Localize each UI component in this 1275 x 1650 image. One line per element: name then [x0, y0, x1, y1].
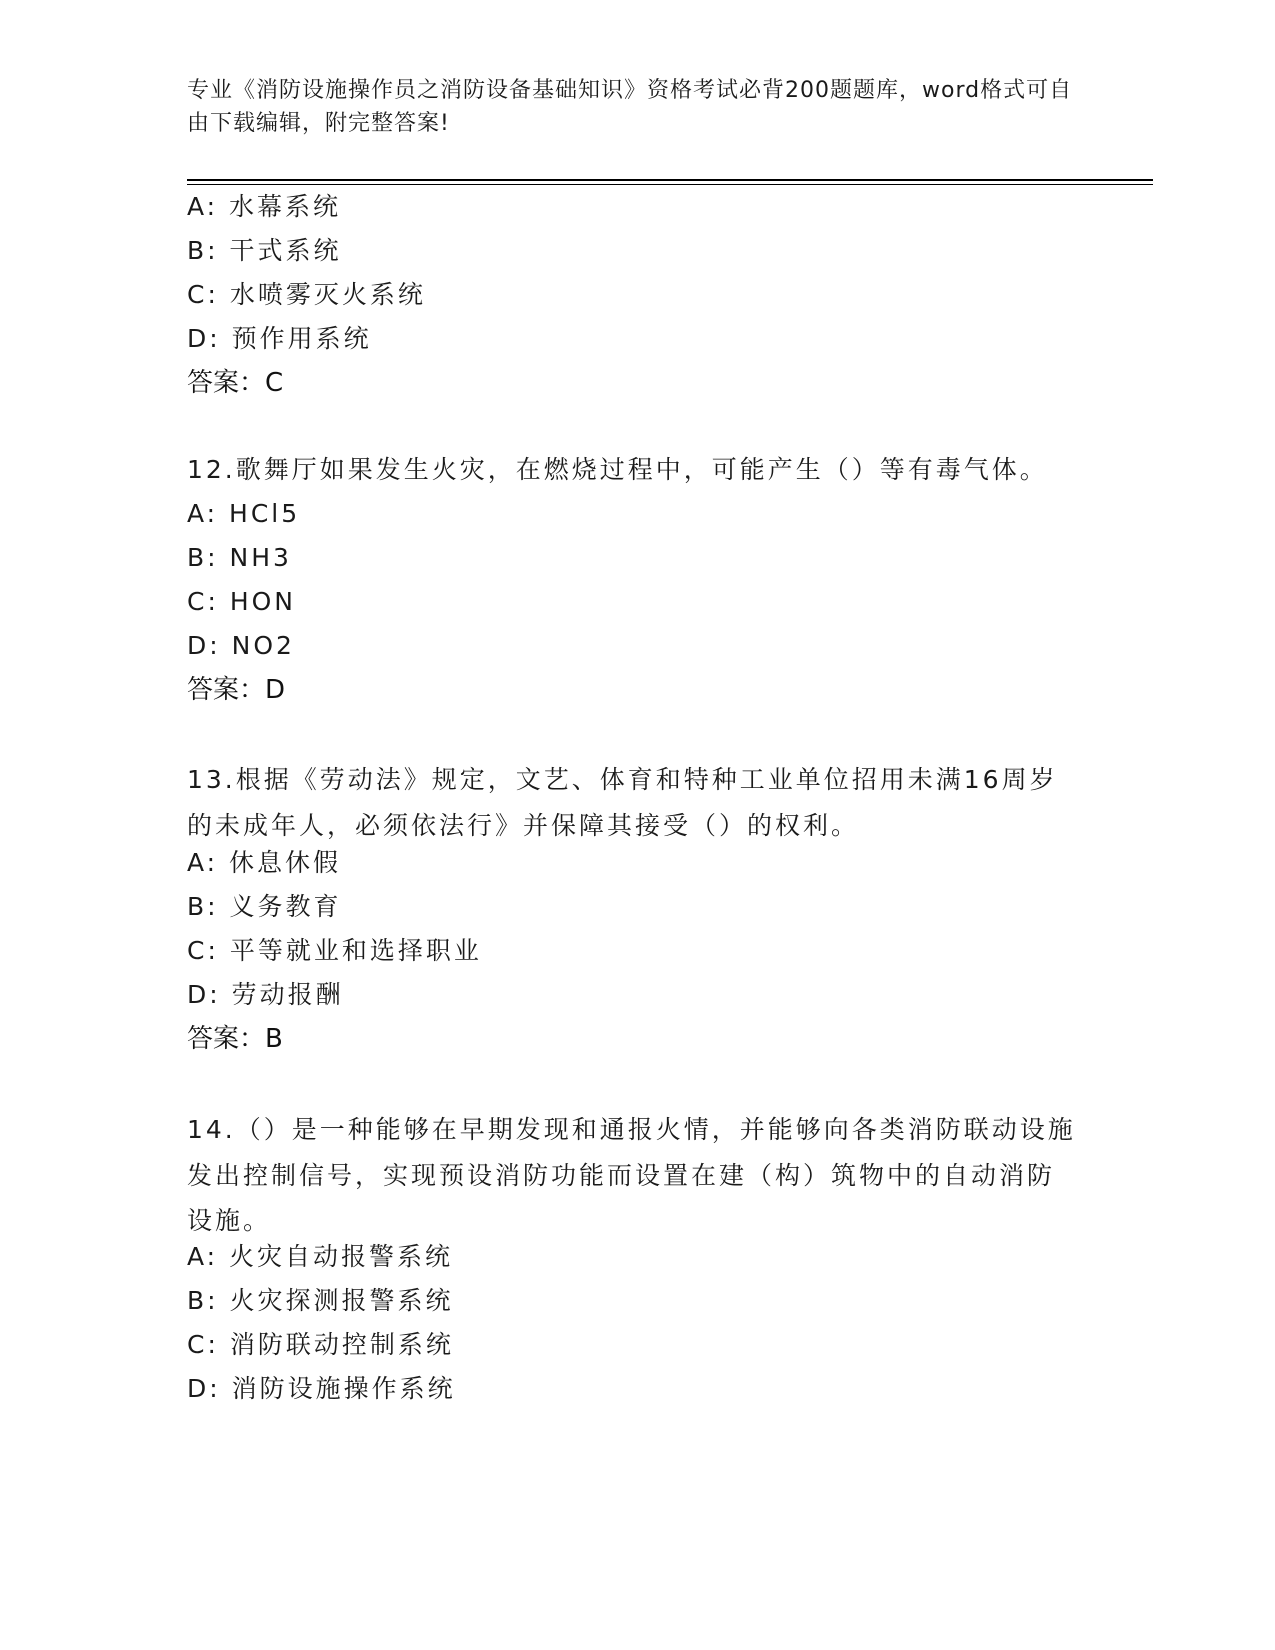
- header-divider-thick: [187, 179, 1153, 181]
- q13-answer: 答案：B: [187, 1024, 283, 1054]
- q14-option-a: A: 火灾自动报警系统: [187, 1242, 454, 1271]
- q12-option-b: B: NH3: [187, 543, 292, 572]
- q13-option-d: D: 劳动报酬: [187, 980, 344, 1009]
- q13-option-b: B: 义务教育: [187, 892, 342, 921]
- q13-stem: 13.根据《劳动法》规定，文艺、体育和特种工业单位招用未满16周岁的未成年人，必须依法行》并保障其接受（）的权利。: [187, 765, 1058, 840]
- q11-option-a: A: 水幕系统: [187, 192, 342, 221]
- header-divider-thin: [187, 184, 1153, 185]
- document-header: 专业《消防设施操作员之消防设备基础知识》资格考试必背200题题库，word格式可自由下载编辑，附完整答案!: [187, 78, 1073, 136]
- q12-stem: 12.歌舞厅如果发生火灾，在燃烧过程中，可能产生（）等有毒气体。: [187, 455, 1048, 484]
- q11-answer: 答案：C: [187, 368, 284, 398]
- q14-option-d: D: 消防设施操作系统: [187, 1374, 456, 1403]
- q11-option-c: C: 水喷雾灭火系统: [187, 280, 426, 309]
- q12-option-d: D: NO2: [187, 631, 295, 660]
- q13-option-a: A: 休息休假: [187, 848, 342, 877]
- q11-option-b: B: 干式系统: [187, 236, 342, 265]
- q14-option-c: C: 消防联动控制系统: [187, 1330, 454, 1359]
- q11-option-d: D: 预作用系统: [187, 324, 372, 353]
- q12-option-c: C: HON: [187, 587, 297, 616]
- q14-option-b: B: 火灾探测报警系统: [187, 1286, 454, 1315]
- q12-answer: 答案：D: [187, 675, 286, 705]
- q14-stem: 14.（）是一种能够在早期发现和通报火情，并能够向各类消防联动设施发出控制信号，实现预设消防功能而设置在建（构）筑物中的自动消防设施。: [187, 1115, 1076, 1235]
- q13-option-c: C: 平等就业和选择职业: [187, 936, 482, 965]
- q12-option-a: A: HCl5: [187, 499, 301, 528]
